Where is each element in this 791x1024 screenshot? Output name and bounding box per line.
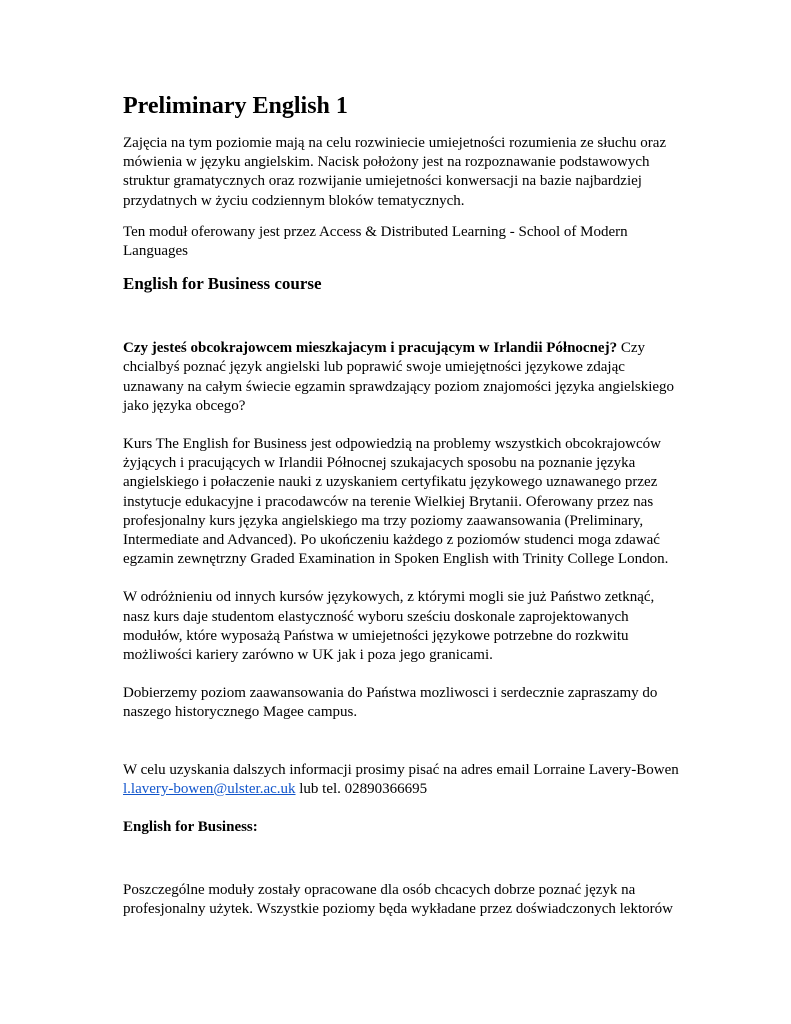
section-heading: English for Business course [123, 274, 322, 294]
contact-paragraph [123, 761, 679, 799]
spacer [123, 569, 679, 588]
spacer [123, 665, 679, 684]
contact-after-text: lub tel. 02890366695 [295, 780, 428, 797]
question-paragraph [123, 339, 679, 416]
contact-before-text: W celu uzyskania dalszych informacji prosimy pisać na adres email Lorraine Lavery-Bowen [123, 761, 679, 778]
business-heading: English for Business: [123, 819, 258, 836]
question-bold-text: Czy jesteś obcokrajowcem mieszkajacym i pracującym w Irlandii Północnej? [123, 340, 618, 357]
course-paragraph: Kurs The English for Business jest odpowiedzią na problemy wszystkich obcokrajowców żyjących i pracujących w Irlandii Północnej szukajacych sposobu na poznanie języka angielskiego i połaczenie nauki z uzyskaniem certyfikatu językowego uznawanego przez instytucje edukacyjne i pracodawców na terenie Wielkiej Brytanii. Oferowany przez nas profesjonalny kurs języka angielskiego ma trzy poziomy zaawansowania (Preliminary, Intermediate and Advanced). Po ukończeniu każdego z poziomów studenci moga zdawać egzamin zewnętrzny Graded Examination in Spoken English with Trinity College London. [123, 436, 669, 568]
intro-paragraph: Zajęcia na tym poziomie mają na celu rozwiniecie umiejetności rozumienia ze słuchu oraz mówienia w języku angielskim. Nacisk położony jest na rozpoznawanie podstawowych struktur gramatycznych oraz rozwijanie umiejetności konwersacji na bazie najbardziej przydatnych w życiu codziennym bloków tematycznych. [123, 135, 667, 209]
page-title: Preliminary English 1 [123, 93, 348, 119]
spacer [123, 799, 679, 818]
difference-paragraph: W odróżnieniu od innych kursów językowych, z którymi mogli sie już Państwo zetknąć, nasz kurs daje studentom elastyczność wyboru sześciu doskonale zaprojektowanych modułów, które wyposażą Państwa w umiejetności językowe potrzebne do rozkwitu możliwości kariery zarówno w UK jak i poza jego granicami. [123, 589, 655, 664]
modules-paragraph: Poszczególne moduły zostały opracowane dla osób chcacych dobrze poznać język na profesjonalny użytek. Wszystkie poziomy będa wykładane przez doświadczonych lektorów [123, 882, 673, 918]
spacer [123, 837, 679, 881]
spacer [123, 416, 679, 435]
question-rest-text: Czy chcialbyś poznać język angielski lub poprawić swoje umiejętności językowe zdając uznawany na całym świecie egzamin sprawdzający poziom znajomości języka angielskiego jako języka obcego? [123, 340, 675, 414]
email-link[interactable]: l.lavery-bowen@ulster.ac.uk [123, 780, 296, 797]
spacer [123, 723, 679, 761]
document-body [123, 92, 679, 920]
level-paragraph: Dobierzemy poziom zaawansowania do Państwa mozliwosci i serdecznie zapraszamy do naszego historycznego Magee campus. [123, 685, 658, 721]
module-info-paragraph: Ten moduł oferowany jest przez Access & Distributed Learning - School of Modern Languages [123, 223, 628, 260]
